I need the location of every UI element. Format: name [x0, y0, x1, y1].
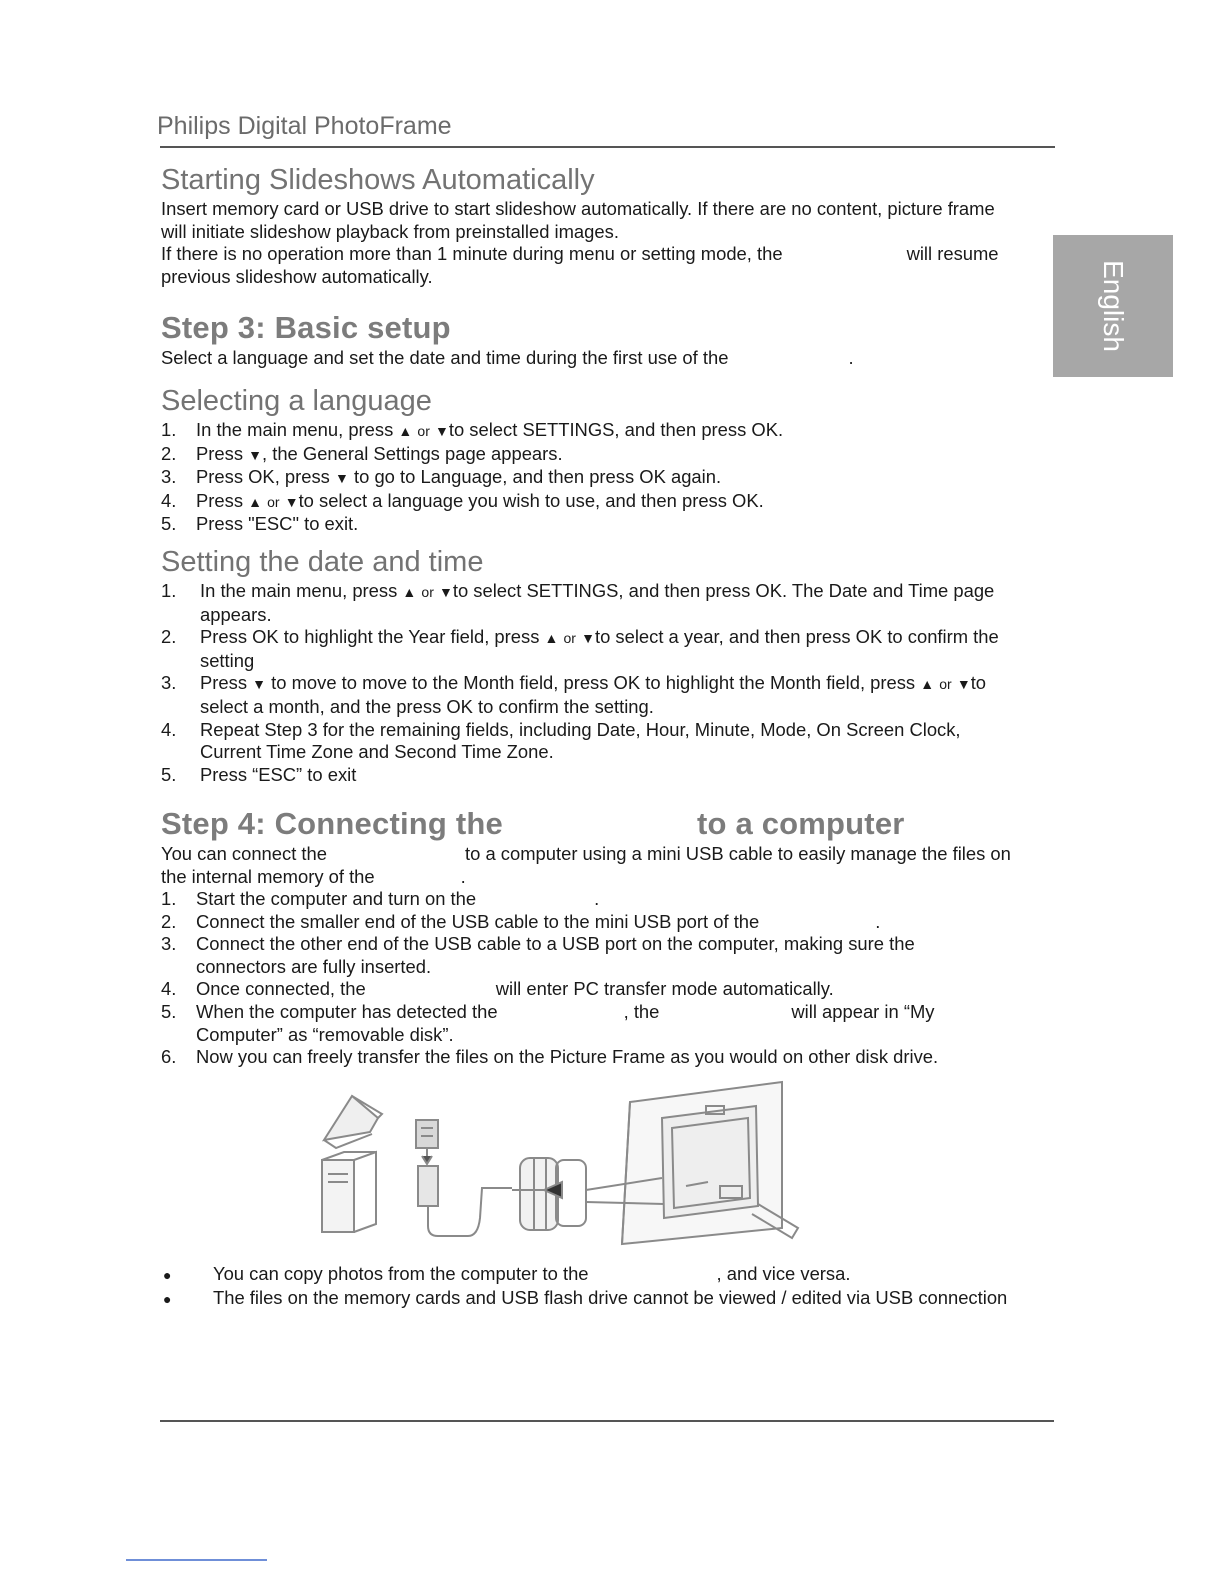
step4-title — [161, 806, 905, 842]
list-item: ● The files on the memory cards and USB flash drive cannot be viewed / edited via USB connection — [161, 1287, 1061, 1310]
bullet-icon: ● — [163, 1267, 172, 1283]
list-item: 5. Press “ESC” to exit — [161, 763, 357, 785]
list-item: 3. Press ▼ to move to move to the Month field, press OK to highlight the Month field, press ▲ or ▼to select a month, and the press OK to confirm the setting. — [161, 672, 987, 717]
list-item: 4. Repeat Step 3 for the remaining fields, including Date, Hour, Minute, Mode, On Screen Clock, Current Time Zone and Second Time Zone. — [161, 718, 961, 763]
down-arrow-icon: ▼ — [252, 676, 266, 693]
computer-icon — [322, 1096, 382, 1232]
down-arrow-icon: ▼ — [438, 584, 453, 600]
language-tab — [1053, 235, 1173, 377]
list-item: 2. Connect the smaller end of the USB cable to the mini USB port of the . — [161, 910, 881, 932]
photo-frame-icon — [586, 1082, 798, 1244]
auto-line-3a: If there is no operation more than 1 minute during menu or setting mode, the — [161, 243, 783, 265]
step4-steps — [161, 888, 1041, 1069]
auto-line-3 — [161, 243, 1061, 266]
down-arrow-icon: ▼ — [248, 446, 262, 463]
list-item: 5. When the computer has detected the , the will appear in “My Computer” as “removable disk”. — [161, 1000, 935, 1045]
list-item: ● You can copy photos from the computer to the , and vice versa. — [161, 1263, 1061, 1286]
list-item: 1. In the main menu, press ▲ or ▼to select SETTINGS, and then press OK. The Date and Time page appears. — [161, 580, 995, 625]
footer-link-underline — [126, 1559, 267, 1561]
down-arrow-icon: ▼ — [434, 423, 449, 439]
up-arrow-icon: ▲ — [544, 630, 559, 647]
footer-rule — [160, 1420, 1054, 1422]
datetime-steps — [161, 580, 1056, 786]
step4-title-b: to a computer — [696, 806, 905, 841]
step4-intro: You can connect the to a computer using a mini USB cable to easily manage the files on the internal memory of the . — [161, 843, 1011, 887]
list-item: 5. Press "ESC" to exit. — [161, 513, 359, 535]
usb-connection-illustration — [312, 1078, 804, 1248]
usb-plug-icon — [416, 1120, 512, 1236]
mini-usb-connector-icon — [512, 1158, 586, 1230]
step3-title: Step 3: Basic setup — [161, 310, 451, 345]
auto-line-2: will initiate slideshow playback from preinstalled images. — [161, 220, 619, 242]
step4-title-a: Step 4: Connecting the — [161, 806, 503, 841]
notes-list — [161, 1263, 1061, 1309]
down-arrow-icon: ▼ — [581, 630, 595, 647]
list-item: 1. In the main menu, press ▲ or ▼to select SETTINGS, and then press OK. — [161, 419, 784, 440]
list-item: 6. Now you can freely transfer the files on the Picture Frame as you would on other disk drive. — [161, 1046, 939, 1068]
list-item: 2. Press OK to highlight the Year field, press ▲ or ▼to select a year, and then press OK to confirm the setting — [161, 626, 999, 671]
step3-intro-a: Select a language and set the date and time during the first use of the — [161, 347, 729, 368]
up-arrow-icon: ▲ — [920, 676, 935, 693]
running-header: Philips Digital PhotoFrame — [157, 112, 452, 140]
list-item: 1. Start the computer and turn on the . — [161, 888, 600, 909]
up-arrow-icon: ▲ — [398, 423, 413, 439]
down-arrow-icon: ▼ — [284, 493, 299, 510]
list-item: 3. Press OK, press ▼ to go to Language, and then press OK again. — [161, 466, 722, 488]
up-arrow-icon: ▲ — [248, 493, 262, 510]
language-steps — [161, 419, 1041, 536]
step3-intro — [161, 347, 854, 370]
list-item: 3. Connect the other end of the USB cable to a USB port on the computer, making sure the connectors are fully inserted. — [161, 933, 915, 977]
auto-line-1: Insert memory card or USB drive to start slideshow automatically. If there are no content, picture frame — [161, 198, 995, 219]
auto-slideshow-paragraph — [161, 198, 1061, 288]
language-tab-label: English — [1098, 260, 1129, 352]
auto-line-4: previous slideshow automatically. — [161, 265, 433, 287]
down-arrow-icon: ▼ — [335, 470, 349, 487]
section-title-datetime: Setting the date and time — [161, 546, 484, 578]
list-item: 2. Press ▼, the General Settings page appears. — [161, 442, 563, 464]
down-arrow-icon: ▼ — [956, 676, 971, 693]
step3-intro-b: . — [848, 347, 854, 368]
section-title-auto-slideshow: Starting Slideshows Automatically — [161, 164, 595, 196]
up-arrow-icon: ▲ — [402, 584, 417, 600]
list-item: 4. Press ▲ or ▼to select a language you wish to use, and then press OK. — [161, 489, 764, 511]
list-item: 4. Once connected, the will enter PC transfer mode automatically. — [161, 978, 834, 1000]
auto-line-3b: will resume — [906, 243, 999, 265]
header-rule — [160, 146, 1055, 148]
bullet-icon: ● — [163, 1290, 172, 1307]
section-title-language: Selecting a language — [161, 385, 432, 417]
